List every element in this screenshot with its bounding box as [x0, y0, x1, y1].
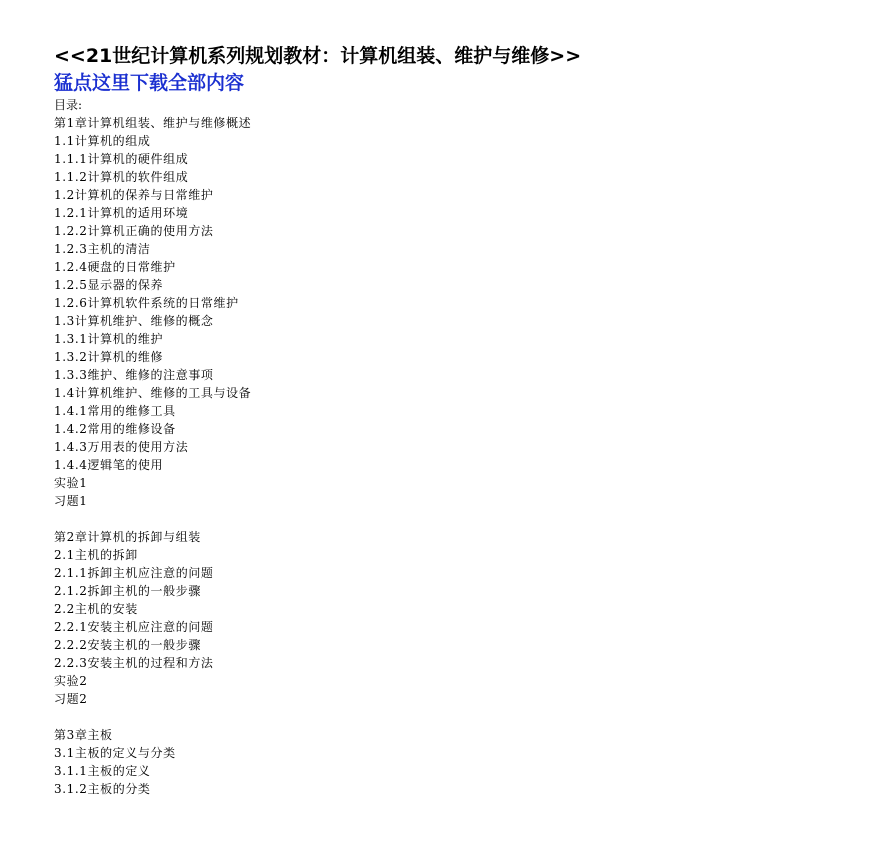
toc-item: 3.1主板的定义与分类 — [54, 746, 176, 760]
toc-item: 2.1.1拆卸主机应注意的问题 — [54, 566, 214, 580]
toc-item: 2.1主机的拆卸 — [54, 548, 138, 562]
toc-item: 1.3计算机维护、维修的概念 — [54, 314, 214, 328]
toc-item: 1.4.1常用的维修工具 — [54, 404, 176, 418]
toc-item: 1.2.5显示器的保养 — [54, 278, 164, 292]
toc-item: 2.1.2拆卸主机的一般步骤 — [54, 584, 201, 598]
table-of-contents — [54, 114, 834, 798]
toc-item: 1.1计算机的组成 — [54, 134, 151, 148]
toc-item: 第2章计算机的拆卸与组装 — [54, 530, 201, 544]
toc-item: 1.2计算机的保养与日常维护 — [54, 188, 214, 202]
toc-item: 2.2.1安装主机应注意的问题 — [54, 620, 214, 634]
toc-item: 1.1.2计算机的软件组成 — [54, 170, 189, 184]
toc-label: 目录: — [54, 98, 83, 112]
toc-item: 第1章计算机组装、维护与维修概述 — [54, 116, 252, 130]
download-all-link[interactable]: 猛点这里下载全部内容 — [54, 72, 245, 94]
toc-item: 1.4计算机维护、维修的工具与设备 — [54, 386, 252, 400]
toc-item: 实验1 — [54, 476, 88, 490]
book-title: <<21世纪计算机系列规划教材：计算机组装、维护与维修>> — [54, 45, 582, 67]
toc-item: 1.3.3维护、维修的注意事项 — [54, 368, 214, 382]
toc-spacer — [54, 510, 834, 528]
toc-item: 1.2.3主机的清洁 — [54, 242, 151, 256]
toc-item: 1.1.1计算机的硬件组成 — [54, 152, 189, 166]
toc-item: 1.2.2计算机正确的使用方法 — [54, 224, 214, 238]
toc-item: 1.4.2常用的维修设备 — [54, 422, 176, 436]
toc-item: 1.3.1计算机的维护 — [54, 332, 164, 346]
toc-item: 1.3.2计算机的维修 — [54, 350, 164, 364]
toc-item: 1.4.3万用表的使用方法 — [54, 440, 189, 454]
toc-item: 3.1.2主板的分类 — [54, 782, 151, 796]
toc-item: 1.2.4硬盘的日常维护 — [54, 260, 176, 274]
toc-item: 1.4.4逻辑笔的使用 — [54, 458, 164, 472]
toc-item: 1.2.6计算机软件系统的日常维护 — [54, 296, 239, 310]
toc-item: 2.2主机的安装 — [54, 602, 138, 616]
document-page — [54, 44, 834, 798]
toc-item: 2.2.2安装主机的一般步骤 — [54, 638, 201, 652]
toc-item: 习题2 — [54, 692, 88, 706]
toc-item: 3.1.1主板的定义 — [54, 764, 151, 778]
toc-item: 第3章主板 — [54, 728, 113, 742]
toc-item: 习题1 — [54, 494, 88, 508]
toc-spacer — [54, 708, 834, 726]
toc-item: 2.2.3安装主机的过程和方法 — [54, 656, 214, 670]
toc-item: 1.2.1计算机的适用环境 — [54, 206, 189, 220]
toc-item: 实验2 — [54, 674, 88, 688]
